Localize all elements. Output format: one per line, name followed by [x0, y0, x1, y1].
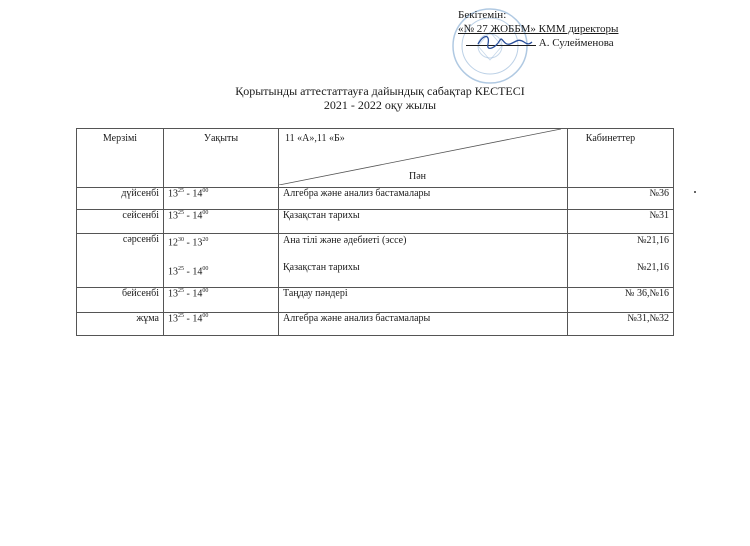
- row-subject: Ана тілі және әдебиеті (эссе) Қазақстан тарихы: [279, 234, 568, 288]
- signature-icon: [474, 30, 534, 54]
- title-line-2: 2021 - 2022 оқу жылы: [323, 98, 437, 112]
- header-time: Уақыты: [164, 129, 279, 188]
- row-day: дүйсенбі: [77, 188, 164, 210]
- row-day: бейсенбі: [77, 288, 164, 313]
- table-header-row: [77, 129, 674, 188]
- header-subject-label: Пән: [409, 171, 427, 182]
- row-subject: Алгебра және анализ бастамалары: [279, 313, 568, 336]
- row-room: №31: [568, 210, 674, 234]
- row-day: жұма: [77, 313, 164, 336]
- row-room: №21,16 №21,16: [568, 234, 674, 288]
- row-time: $13^{25} - 14^{00}$: [164, 188, 279, 210]
- schedule-table: [76, 128, 674, 336]
- table-row: [77, 288, 674, 313]
- row-day: сәрсенбі: [77, 234, 164, 288]
- row-room: № 36,№16: [568, 288, 674, 313]
- row-subject: Таңдау пәндері: [279, 288, 568, 313]
- row-time: $13^{25} - 14^{00}$: [164, 288, 279, 313]
- row-room: №36: [568, 188, 674, 210]
- header-day: Мерзімі: [77, 129, 164, 188]
- table-row: [77, 210, 674, 234]
- scan-speck: [694, 191, 696, 193]
- row-time: $12^{30} - 13^{20}$ $13^{25} - 14^{00}$: [164, 234, 279, 288]
- header-rooms: Кабинеттер: [568, 129, 674, 188]
- page-title: [150, 84, 610, 112]
- title-line-1: Қорытынды аттестаттауға дайындық сабақтар КЕСТЕСІ: [235, 84, 525, 98]
- row-time: $13^{25} - 14^{00}$: [164, 210, 279, 234]
- row-day: сейсенбі: [77, 210, 164, 234]
- approval-heading: Бекітемін:: [458, 9, 507, 21]
- header-classes: 11 «А»,11 «Б»: [285, 133, 345, 144]
- row-subject: Алгебра және анализ бастамалары: [279, 188, 568, 210]
- row-subject: Қазақстан тарихы: [279, 210, 568, 234]
- table-row: [77, 188, 674, 210]
- row-time: $13^{25} - 14^{00}$: [164, 313, 279, 336]
- director-name: А. Сулейменова: [538, 37, 614, 49]
- row-room: №31,№32: [568, 313, 674, 336]
- table-row: [77, 234, 674, 288]
- approval-organization: «№ 27 ЖОББМ» КММ директоры: [458, 23, 619, 35]
- table-row: [77, 313, 674, 336]
- header-subject: [279, 129, 568, 188]
